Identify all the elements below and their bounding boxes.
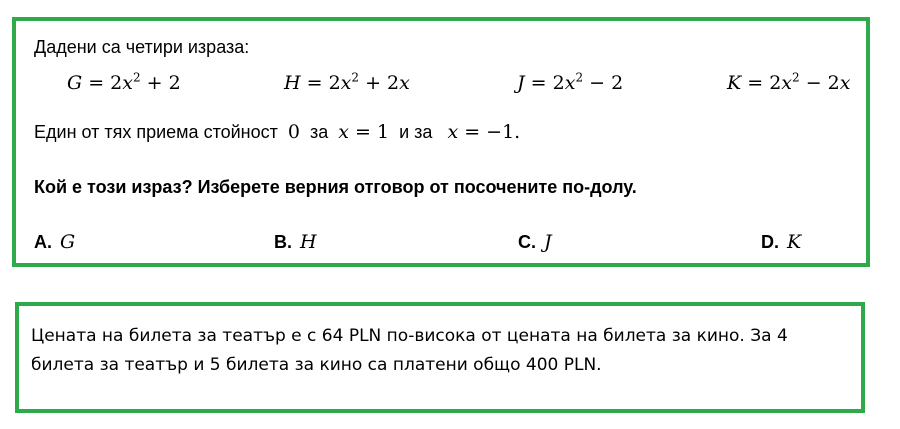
expr-exp: 2 [133, 70, 141, 85]
expression-h [284, 72, 410, 94]
option-letter: D. [761, 232, 779, 252]
expr-letter: H [284, 72, 301, 94]
condition-value: 0 [287, 121, 300, 143]
option-value: J [544, 231, 552, 253]
expr-exp: 2 [792, 70, 800, 85]
task1-intro: Дадени са четири израза: [34, 37, 250, 57]
option-b[interactable] [274, 231, 317, 253]
expr-base: x [340, 72, 352, 94]
expr-coef: = 2 [524, 72, 565, 94]
condition-text: Един от тях приема стойност [34, 122, 278, 142]
task1-condition [34, 121, 520, 143]
condition-rhs: = −1. [458, 121, 521, 143]
expression-j [517, 72, 623, 94]
option-value: H [300, 231, 317, 253]
expr-exp: 2 [575, 70, 584, 85]
condition-text: за [310, 122, 329, 142]
expr-tail: − 2 [583, 72, 624, 94]
option-c[interactable] [518, 231, 552, 253]
task2-text: Цената на билета за театър е с 64 PLN по-висока от цената на билета за кино. За 4 билета за театър и 5 билета за кино са платени общо 400 PLN. [31, 326, 788, 375]
expr-base: x [781, 72, 793, 94]
condition-text: и за [399, 122, 433, 142]
option-d[interactable] [761, 231, 801, 253]
expr-letter: K [727, 72, 742, 94]
option-a[interactable] [34, 231, 75, 253]
expr-tail: + 2 [140, 72, 181, 94]
task1-box [12, 17, 870, 267]
condition-var: x [338, 121, 349, 143]
expr-tail-var: x [399, 72, 410, 94]
expr-tail: + 2 [359, 72, 400, 94]
option-letter: C. [518, 232, 536, 252]
expr-coef: = 2 [82, 72, 123, 94]
expr-base: x [122, 72, 133, 94]
task2-box [15, 302, 865, 413]
expr-letter: G [67, 72, 83, 94]
expr-base: x [564, 72, 576, 94]
expr-letter: J [517, 72, 525, 94]
expression-k [727, 72, 850, 94]
condition-rhs: = 1 [349, 121, 390, 143]
expr-coef: = 2 [741, 72, 782, 94]
expr-tail: − 2 [799, 72, 840, 94]
option-letter: A. [34, 232, 52, 252]
option-value: G [60, 231, 76, 253]
task1-question: Кой е този израз? Изберете верния отговор от посочените по-долу. [34, 177, 637, 197]
option-value: K [787, 231, 802, 253]
expr-coef: = 2 [300, 72, 341, 94]
expression-g [67, 72, 181, 94]
option-letter: B. [274, 232, 292, 252]
condition-var: x [447, 121, 459, 143]
expr-exp: 2 [351, 70, 360, 85]
expr-tail-var: x [839, 72, 851, 94]
